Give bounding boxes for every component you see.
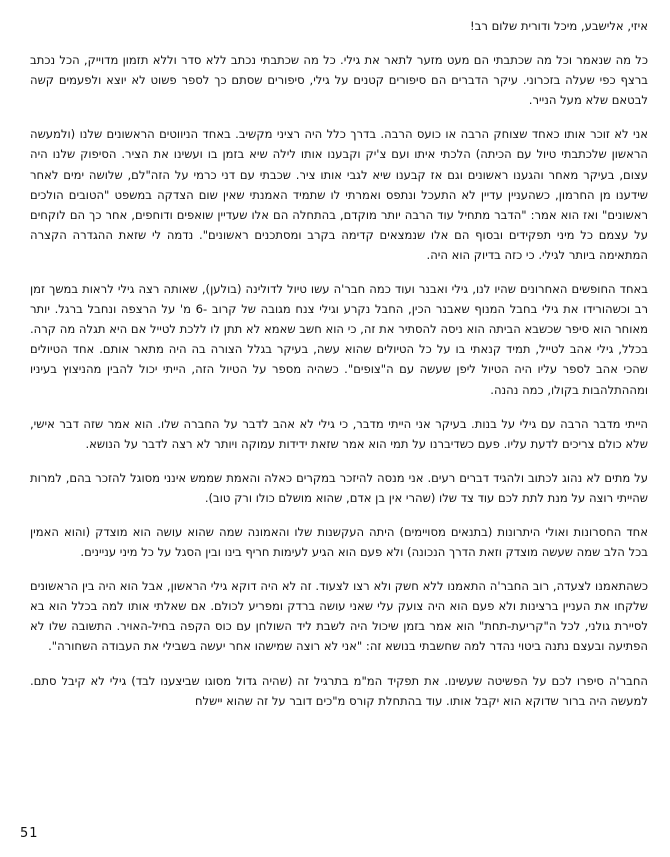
paragraph: החבר'ה סיפרו לכם על הפשיטה שעשינו. את תפקיד המ"מ בתרגיל זה (שהיה גדול מסוגו שביצענו לבד) גילי לא קיבל סתם. למעשה היה ברור שדוקא הוא יקבל אותו. עוד בהתחלת קורס מ"כים דובר על זה שהוא יישלח	[30, 673, 648, 708]
letter-greeting: איזי, אלישבע, מיכל ודורית שלום רב!	[470, 19, 648, 33]
paragraph: הייתי מדבר הרבה עם גילי על בנות. בעיקר אני הייתי מדבר, כי גילי לא אהב לדבר על החברה שלו. הוא אמר שזה דבר אישי, שלא כולם צריכים לדעת עליו. פעם כשדיברנו על תמי הוא אמר שזאת ידידות עמוקה ויותר לא רצה לדבר על הנושא.	[30, 416, 648, 451]
paragraph: באחד החופשים האחרונים שהיו לנו, גילי ואבנר ועוד כמה חבר'ה עשו טיול לדולינה (בולען), שאותה רצה גילי לראות במשך זמן רב וכשהורידו את גילי בחבל המנוף שאבנר הכין, החבל נקרע וגילי צנח מגובה של קרוב -6 מ' על הרצפה ונחבל ברגל. יותר מאוחר הוא סיפר שכשבא הביתה הוא ניסה להסתיר את זה, כי הוא חשב שאמא לא תתן לו ללכת לטייל אם היא תגלה מה קרה. בכלל, גילי אהב לטייל, תמיד קנאתי בו על כל הטיולים שהוא עשה, בעיקר בגלל הצורה בה היה מתאר אותם. אחד הטיולים שהכי אהב לספר עליו היה הטיול ליפן שעשה עם ה"צופים". כשהיה מספר על הטיול הזה, הייתי יכול להבין מהניצוץ בעיניו ומההתלהבות בקולו, כמה נהנה.	[30, 282, 648, 397]
paragraph: כשהתאמנו לצעדה, רוב החבר'ה התאמנו ללא חשק ולא רצו לצעוד. זה לא היה דוקא גילי הראשון, אבל הוא היה בין הראשונים שלקחו את העניין ברצינות ולא פעם הוא היה צועק עלי שאני עושה ברדק ומפריע לכולם. אם שאלתי אותו למה בכלל הוא בא לסיירת גולני, לכל ה"קריעת-תחת" הוא אמר בזמן שיכול היה לשבת ליד השולחן עם כוס הקפה בחיל-האויר. התשובה שלו לא הפתיעה ובעצם נתנה ביטוי נהדר למה שחשבתי בנושא זה: "אני לא רוצה שמישהו אחר יעשה בשבילי את העבודה השחורה".	[30, 579, 648, 654]
page-number: 51	[20, 826, 39, 841]
paragraph: כל מה שנאמר וכל מה שכתבתי הם מעט מזער לתאר את גילי. כל מה שכתבתי נכתב ללא סדר וללא תזמון מדוייק, הכל נכתב ברצף כפי שעלה בזכרוני. עיקר הדברים הם סיפורים קטנים על גילי, סיפורים שסתם כך לספר פשוט לא יוצא ולפעמים קשה לבטאם שלא מעל הנייר.	[30, 53, 648, 108]
paragraph: אחד החסרונות ואולי היתרונות (בתנאים מסויימים) היתה העקשנות שלו והאמונה שמה שהוא עושה הוא מוצדק (והוא האמין בכל הלב שמה שעשה מוצדק וזאת הדרך הנכונה) ולא פעם הוא הגיע לעימות חריף בינו ובין הסגל על כל מיני עניינים.	[30, 524, 648, 560]
paragraph: אני לא זוכר אותו כאחד שצוחק הרבה או כועס הרבה. בדרך כלל היה רציני מקשיב. באחד הניווטים הראשונים שלנו (ולמעשה הראשון שלכתבתי טיול עם הכיתה) הלכתי איתו ועם צ'יק וקבענו אותו לילה שיא בזמן בו ועשינו את הציר. הסיפוק שלנו היה עצום, בעיקר מאחר והגענו ראשונים וגם אז קבענו שיא לגבי אותו ציר. שכבתי עם דני כרמי על הזה"לם, שלושה ימים לאחר שידענו מן החרמון, כשהעניין עדיין לא התעכל ונתפס ואמרתי לו שתמיד האמנתי שאין שום הצדקה במשפט "הטובים הולכים ראשונים" ואז הוא אמר: "הדבר מתחיל עוד הרבה יותר מוקדם, בהתחלה הם אלו שעדיין שואפים ודוחפים, אחר כך הם לוקחים על עצמם כל מיני תפקידים ובסוף הם אלו שנמצאים קדימה בקרב ומסתכנים ראשונים". נדמה לי שזאת ההגדרה הקצרה המתאימה ביותר לגילי. כי כזה בדיוק הוא היה.	[30, 127, 648, 262]
letter-body	[30, 16, 648, 725]
paragraph: על מתים לא נהוג לכתוב ולהגיד דברים רעים. אני מנסה להיזכר במקרים כאלה והאמת שממש אינני מסוגל להזכר בהם, למרות שהייתי רוצה על מנת לתת לכם עוד צד שלו (שהרי אין בן אדם, שהוא מושלם כולו ורק טוב).	[30, 470, 648, 505]
